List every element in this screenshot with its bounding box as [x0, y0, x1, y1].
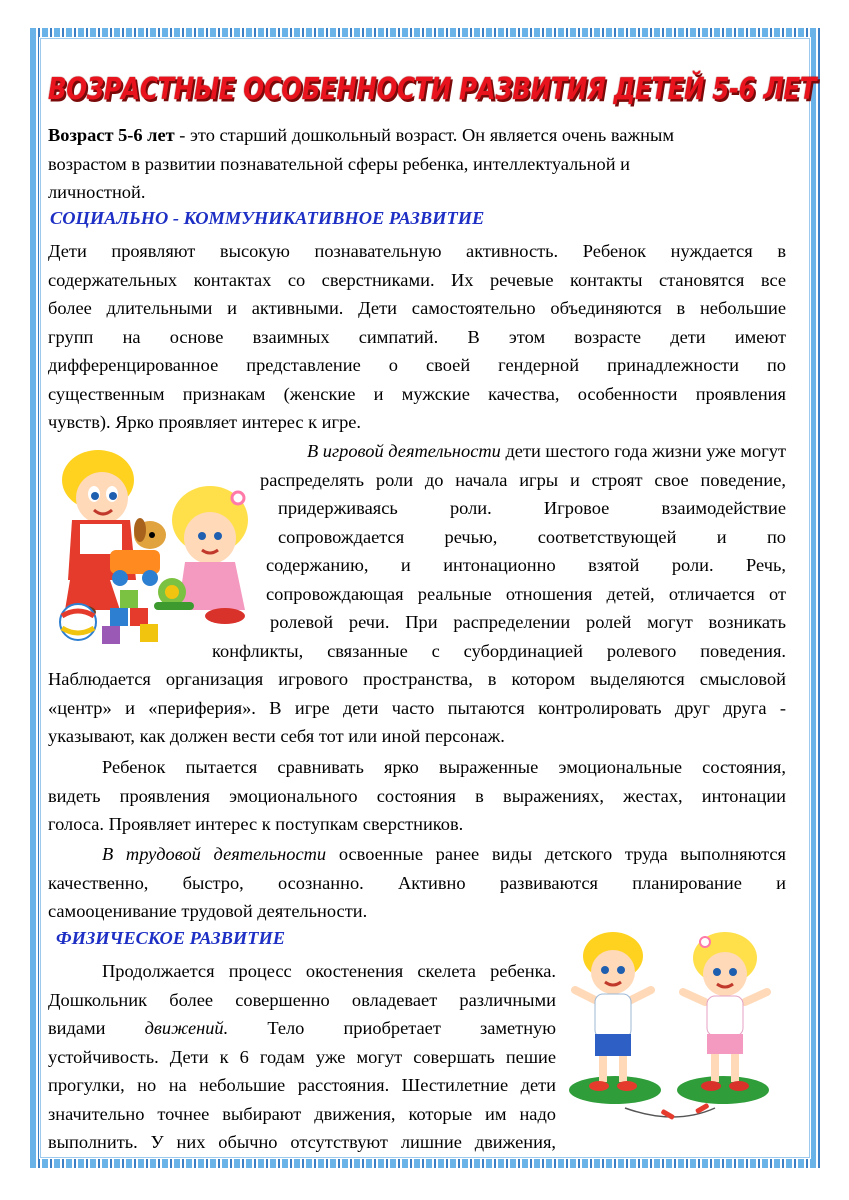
social-paragraph-1 [48, 237, 786, 437]
text-line: более длительными и активными. Дети самостоятельно объединяются в небольшие [48, 298, 786, 318]
social-paragraph-2-wide [212, 637, 786, 666]
intro-bold: Возраст 5-6 лет [48, 125, 175, 145]
social-paragraph-2-full [48, 665, 786, 751]
text-word: видами [48, 1018, 106, 1038]
text-line: прогулки, но на небольшие расстояния. Шестилетние дети [48, 1075, 556, 1095]
text-line: Дети проявляют высокую познавательную активность. Ребенок нуждается в [48, 241, 786, 261]
social-paragraph-2-line [204, 437, 786, 466]
text-line: качественно, быстро, осознанно. Активно развиваются планирование и [48, 872, 786, 893]
intro-paragraph [48, 121, 786, 207]
text-line: Дошкольник более совершенно овладевает различными [48, 989, 556, 1010]
text-line: сопровождающая реальные отношения детей, отличается от [266, 583, 786, 604]
italic-phrase-game: В игровой деятельности [306, 441, 501, 461]
text-line: значительно точнее выбирают движения, которые им надо [48, 1103, 556, 1124]
social-paragraph-3 [48, 753, 786, 839]
section-heading-physical: ФИЗИЧЕСКОЕ РАЗВИТИЕ [56, 928, 286, 948]
text-line: существенным признакам (женские и мужские качества, особенности проявления [48, 383, 786, 404]
italic-word-movements: движений. [144, 1018, 229, 1038]
text-line: ролевой речи. При распределении ролей могут возникать [270, 612, 786, 632]
text-line: групп на основе взаимных симпатий. В этом возрасте дети имеют [48, 326, 786, 347]
italic-phrase-work: В трудовой деятельности [102, 844, 327, 864]
section-heading-social: СОЦИАЛЬНО - КОММУНИКАТИВНОЕ РАЗВИТИЕ [50, 208, 485, 228]
text-line: освоенные ранее виды детского труда выполняются [326, 844, 786, 864]
text-line: содержанию, и интонационно взятой роли. Речь, [266, 555, 786, 575]
children-exercising-illustration [565, 930, 785, 1130]
intro-line: возрастом в развитии познавательной сферы ребенка, интеллектуальной и [48, 153, 630, 174]
text-line: «центр» и «периферия». В игре дети часто пытаются контролировать друг друга - [48, 697, 786, 718]
text-line: распределять роли до начала игры и строят свое поведение, [260, 469, 786, 490]
text-line: придерживаясь роли. Игровое взаимодействие [278, 498, 786, 518]
text-line: указывают, как должен вести себя тот или иной персонаж. [48, 726, 505, 746]
text-line: устойчивость. Дети к 6 годам уже могут совершать пешие [48, 1046, 556, 1067]
text-line: чувств). Ярко проявляет интерес к игре. [48, 412, 362, 432]
text-line: дети шестого года жизни уже могут [500, 441, 786, 461]
social-paragraph-4 [48, 840, 786, 926]
text-line: Ребенок пытается сравнивать ярко выраженные эмоциональные состояния, [102, 757, 786, 777]
intro-line: личностной. [48, 182, 146, 202]
physical-paragraph [48, 957, 556, 1157]
text-line: конфликты, связанные с субординацией ролевого поведения. [212, 640, 786, 661]
page-title: ВОЗРАСТНЫЕ ОСОБЕННОСТИ РАЗВИТИЯ ДЕТЕЙ 5-6 ЛЕТ [48, 70, 817, 107]
children-playing-illustration [50, 440, 255, 645]
text-line: Наблюдается организация игрового пространства, в котором выделяются смысловой [48, 669, 786, 689]
text-line: Продолжается процесс окостенения скелета ребенка. [102, 961, 556, 981]
text-line: сопровождается речью, соответствующей и по [278, 526, 786, 547]
text-line: дифференцированное представление о своей гендерной принадлежности по [48, 355, 786, 375]
intro-line: - это старший дошкольный возраст. Он является очень важным [174, 125, 674, 145]
text-line: выполнить. У них обычно отсутствуют лишние движения, [48, 1132, 556, 1152]
text-line: голоса. Проявляет интерес к поступкам сверстников. [48, 814, 464, 834]
social-paragraph-2-wrap [260, 466, 786, 637]
text-line: содержательных контактах со сверстниками. Их речевые контакты становятся все [48, 269, 786, 290]
text-word: Тело приобретает заметную [267, 1018, 556, 1038]
text-line: видеть проявления эмоционального состояния в выражениях, жестах, интонации [48, 785, 786, 806]
text-line: самооценивание трудовой деятельности. [48, 901, 368, 921]
